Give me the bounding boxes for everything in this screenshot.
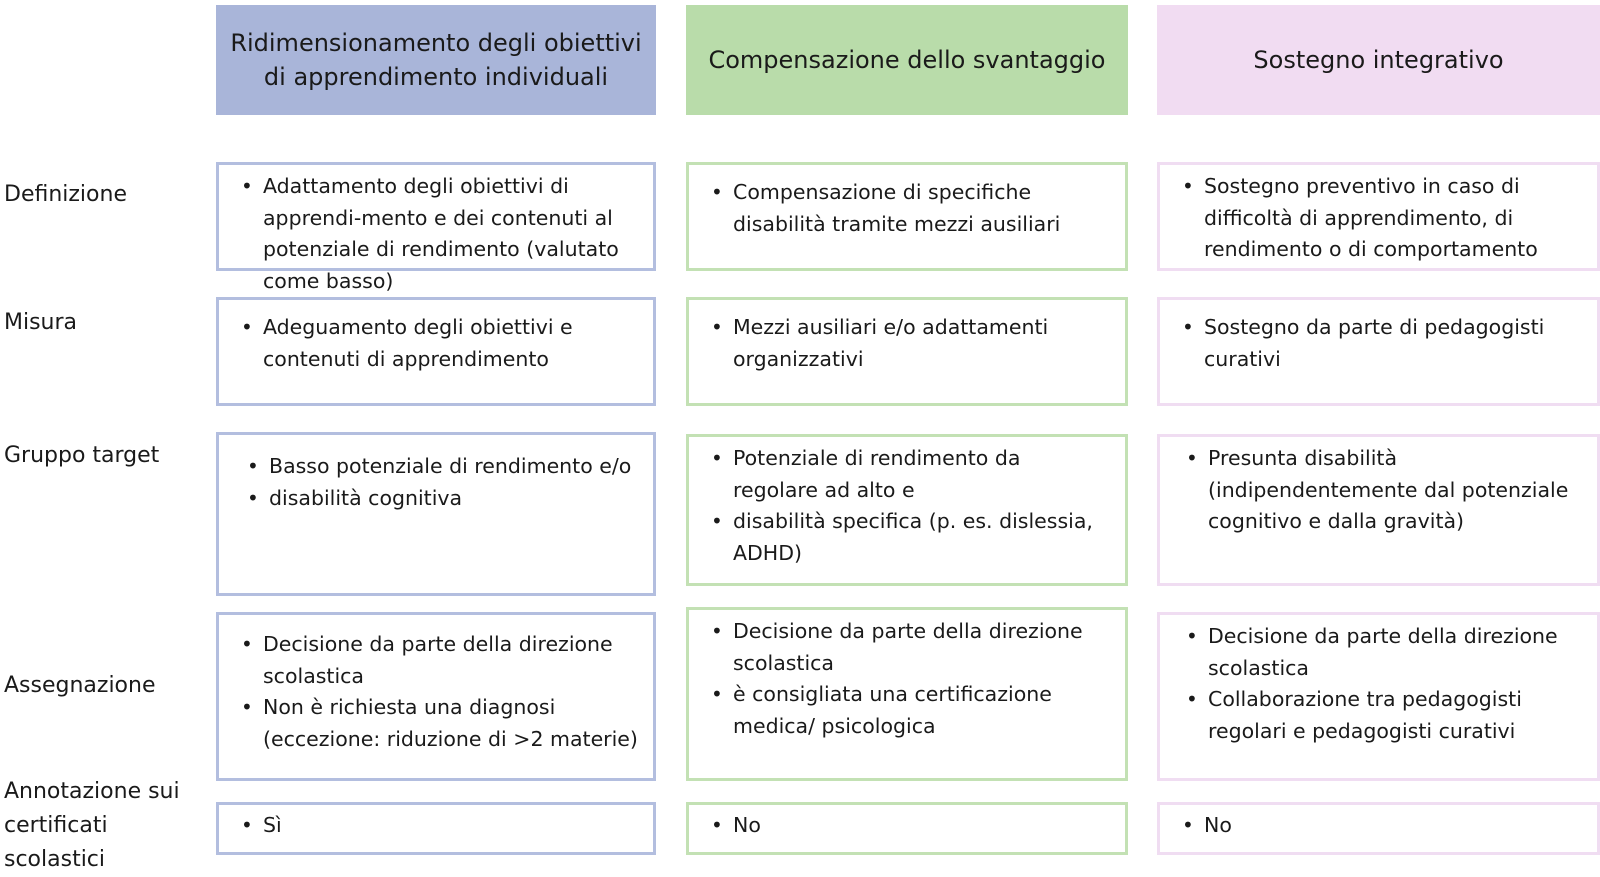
cell-annotazione-ridimensionamento	[216, 802, 656, 855]
list-item: • disabilità specifica (p. es. dislessia, ADHD)	[707, 506, 1111, 569]
list-item: • Decisione da parte della direzione scolastica	[1182, 621, 1583, 684]
row-label-misura: Misura	[4, 310, 78, 335]
list-item: • è consigliata una certificazione medica/ psicologica	[707, 679, 1111, 742]
list-item: • Decisione da parte della direzione scolastica	[237, 629, 639, 692]
list-item: • Decisione da parte della direzione scolastica	[707, 616, 1111, 679]
list-item: • Presunta disabilità (indipendentemente dal potenziale cognitivo e dalla gravità)	[1182, 443, 1583, 538]
list-item: • No	[1178, 810, 1583, 842]
row-label-definizione: Definizione	[4, 182, 127, 207]
row-label-assegnazione: Assegnazione	[4, 673, 156, 698]
cell-annotazione-sostegno	[1157, 802, 1600, 855]
cell-definizione-sostegno	[1157, 162, 1600, 271]
cell-assegnazione-ridimensionamento	[216, 612, 656, 781]
cell-annotazione-compensazione	[686, 802, 1128, 855]
list-item: • Sostegno da parte di pedagogisti curativi	[1178, 312, 1583, 375]
list-item: • disabilità cognitiva	[243, 483, 639, 515]
cell-definizione-compensazione	[686, 162, 1128, 271]
row-label-annotazione: Annotazione sui certificati scolastici	[4, 779, 180, 872]
cell-misura-compensazione	[686, 297, 1128, 406]
column-header-sostegno	[1157, 5, 1600, 115]
list-item: • Sì	[237, 810, 639, 842]
cell-gruppo-target-sostegno	[1157, 434, 1600, 586]
list-item: • Adeguamento degli obiettivi e contenuti di apprendimento	[237, 312, 639, 375]
list-item: • Collaborazione tra pedagogisti regolari e pedagogisti curativi	[1182, 684, 1583, 747]
column-header-ridimensionamento	[216, 5, 656, 115]
list-item: • Mezzi ausiliari e/o adattamenti organizzativi	[707, 312, 1111, 375]
cell-definizione-ridimensionamento	[216, 162, 656, 293]
list-item: • Compensazione di specifiche disabilità tramite mezzi ausiliari	[707, 177, 1111, 240]
cell-gruppo-target-compensazione	[686, 434, 1128, 586]
list-item: • Non è richiesta una diagnosi (eccezione: riduzione di >2 materie)	[237, 692, 639, 755]
list-item: • Basso potenziale di rendimento e/o	[243, 451, 639, 483]
row-label-gruppo-target: Gruppo target	[4, 443, 160, 468]
list-item: • No	[707, 810, 1111, 842]
column-header-text: Ridimensionamento degli obiettivi di apprendimento individuali	[230, 29, 642, 91]
list-item: • Sostegno preventivo in caso di difficoltà di apprendimento, di rendimento o di comportamento	[1178, 171, 1583, 266]
cell-assegnazione-sostegno	[1157, 612, 1600, 781]
cell-misura-ridimensionamento	[216, 297, 656, 406]
cell-gruppo-target-ridimensionamento	[216, 432, 656, 596]
cell-misura-sostegno	[1157, 297, 1600, 406]
column-header-text: Compensazione dello svantaggio	[708, 46, 1106, 74]
cell-assegnazione-compensazione	[686, 607, 1128, 781]
column-header-text: Sostegno integrativo	[1253, 46, 1504, 74]
list-item: • Adattamento degli obiettivi di apprendi-mento e dei contenuti al potenziale di rendimento (valutato come basso)	[237, 171, 639, 297]
column-header-compensazione	[686, 5, 1128, 115]
list-item: • Potenziale di rendimento da regolare ad alto e	[707, 443, 1111, 506]
